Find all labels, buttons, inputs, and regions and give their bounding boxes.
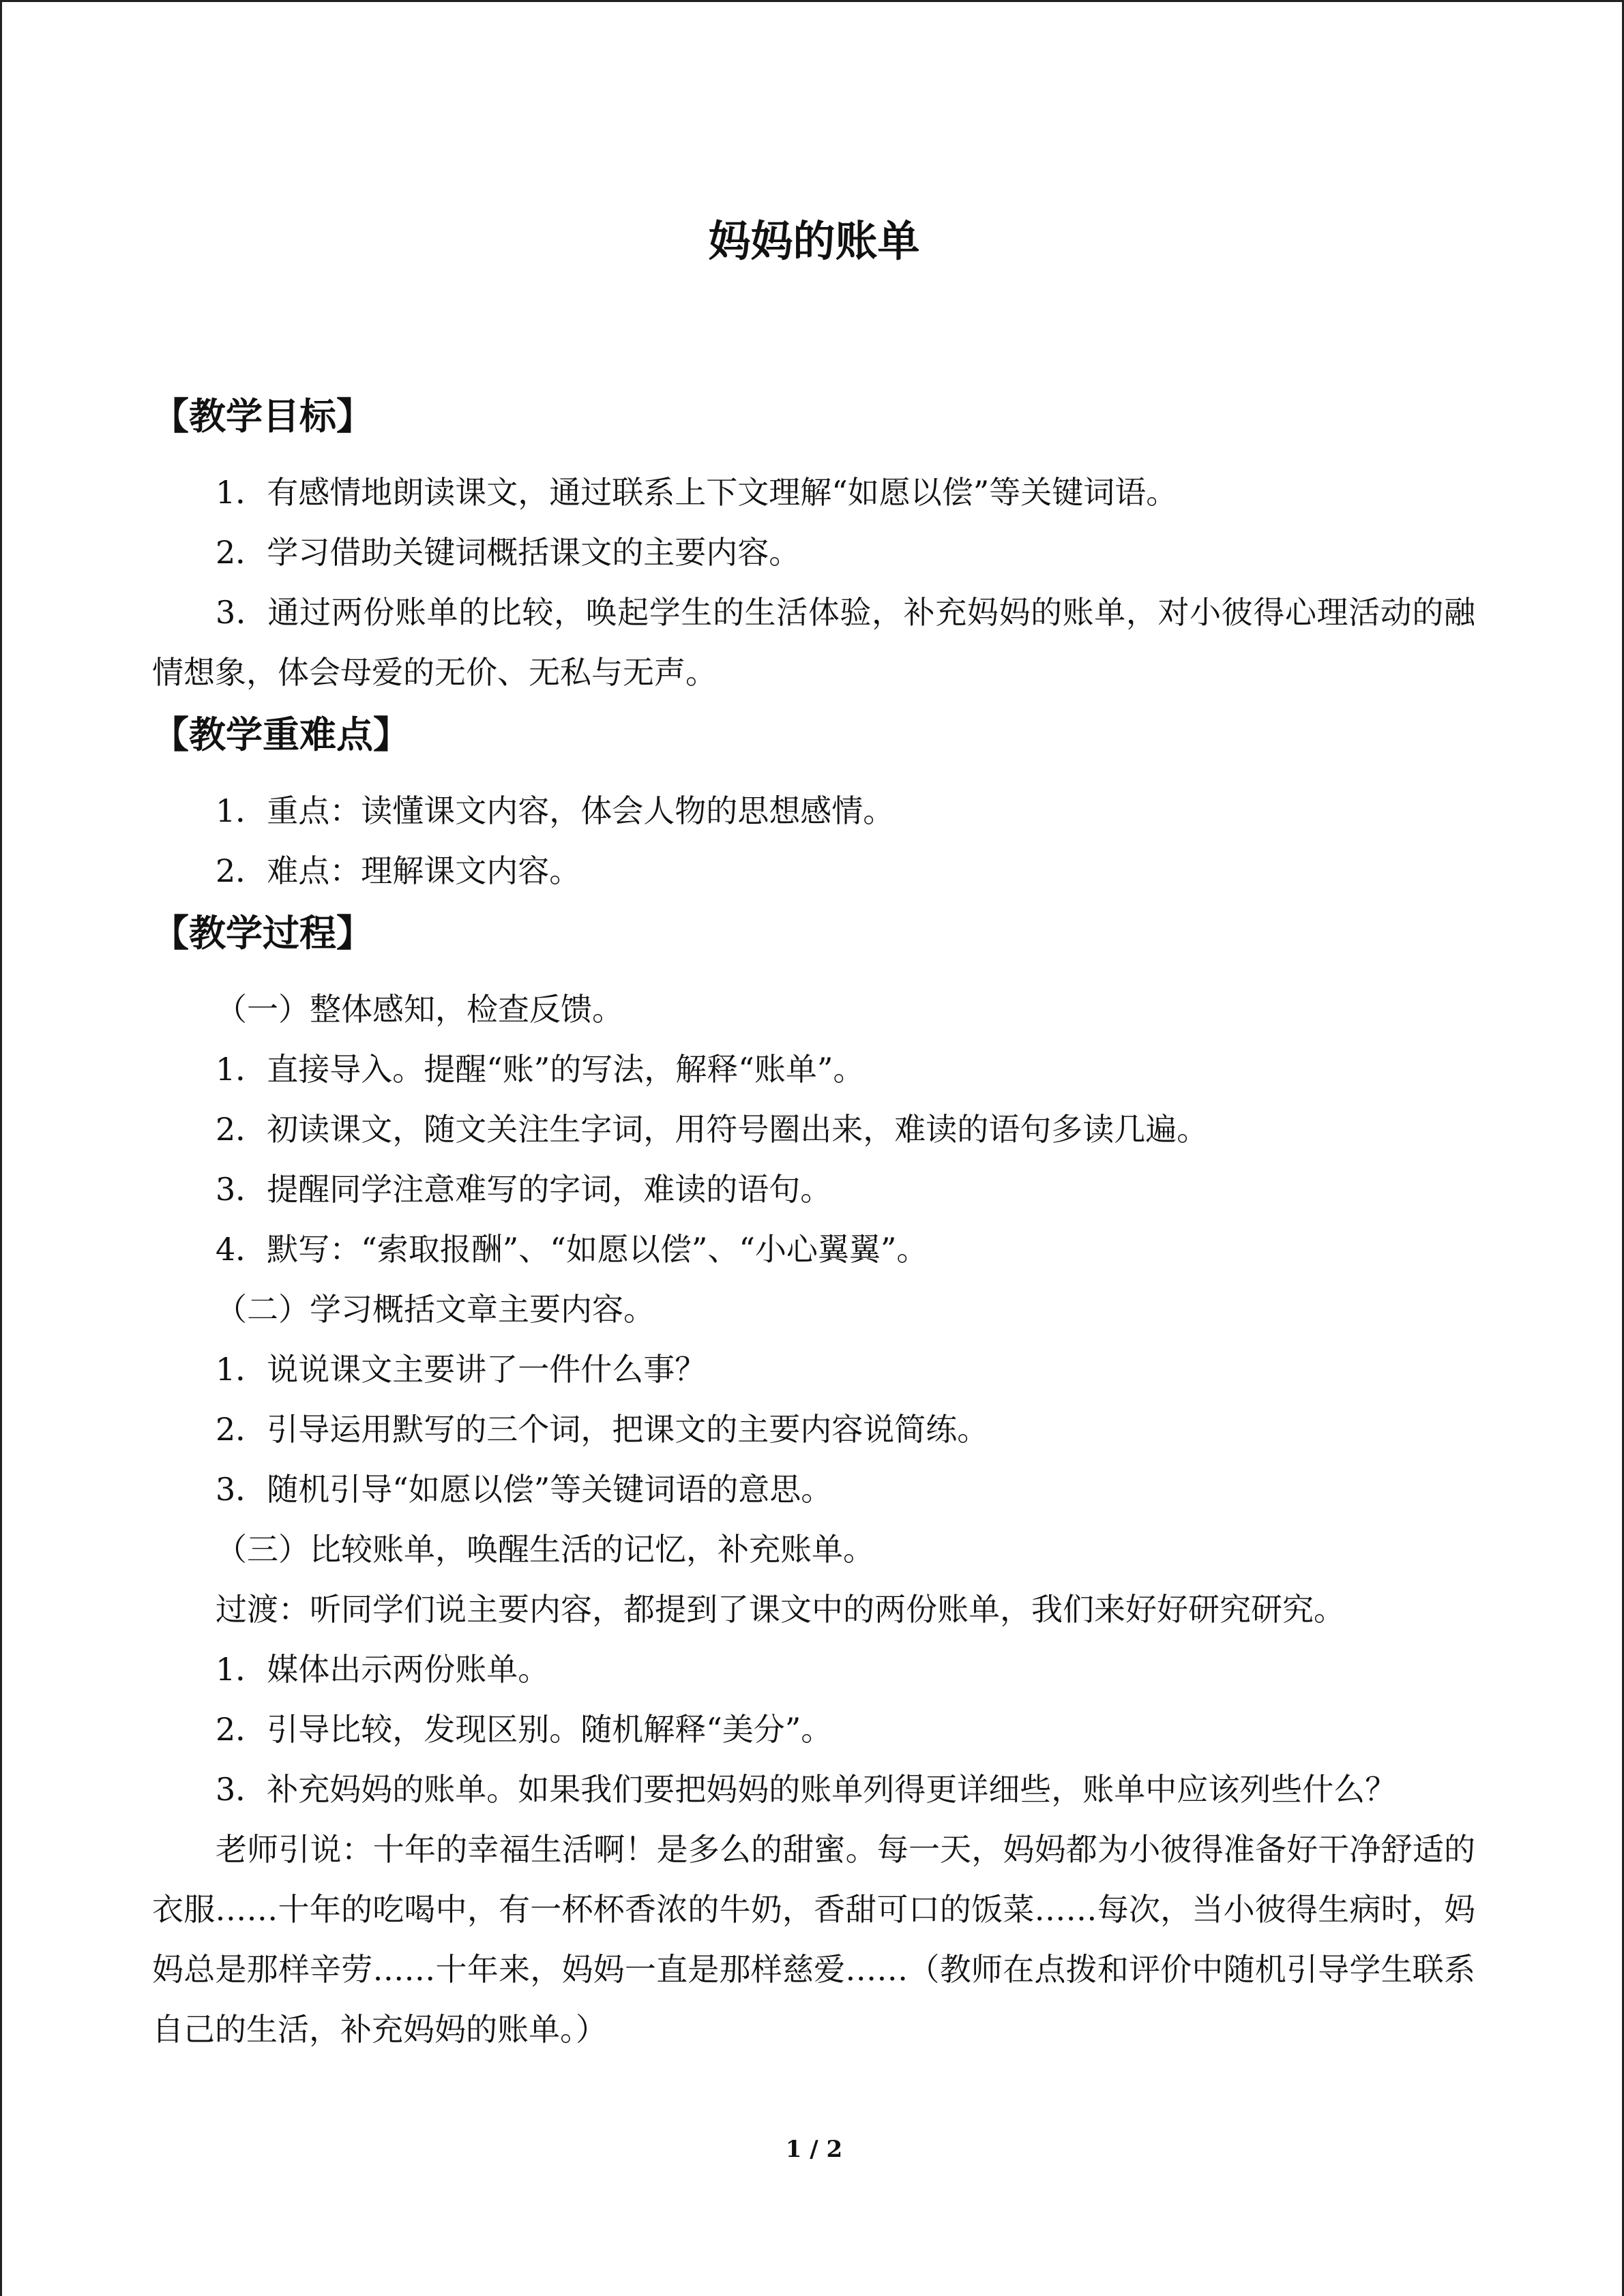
page-number: 1 / 2 (785, 2136, 843, 2163)
key-point-item-2: 2．难点：理解课文内容。 (216, 852, 581, 889)
process-step-title-3: （三）比较账单，唤醒生活的记忆，补充账单。 (216, 1531, 874, 1568)
section-heading-key-points: 【教学重难点】 (152, 713, 410, 756)
process-item: 4．默写：“索取报酬”、“如愿以偿”、“小心翼翼”。 (216, 1231, 928, 1268)
objective-item-2: 2．学习借助关键词概括课文的主要内容。 (216, 534, 801, 571)
process-item: 2．初读课文，随文关注生字词，用符号圈出来，难读的语句多读几遍。 (216, 1111, 1209, 1148)
process-item: 1．直接导入。提醒“账”的写法，解释“账单”。 (216, 1051, 865, 1088)
key-point-item-1: 1．重点：读懂课文内容，体会人物的思想感情。 (216, 792, 895, 829)
teacher-script: 老师引说：十年的幸福生活啊！是多么的甜蜜。每一天，妈妈都为小彼得准备好干净舒适的衣服……十年的吃喝中，有一杯杯香浓的牛奶，香甜可口的饭菜……每次，当小彼得生病时，妈妈总是那样辛劳……十年来，妈妈一直是那样慈爱……（教师在点拨和评价中随机引导学生联系自己的生活，补充妈妈的账单。） (152, 1831, 1475, 2048)
process-item: 3．随机引导“如愿以偿”等关键词语的意思。 (216, 1471, 833, 1508)
process-transition: 过渡：听同学们说主要内容，都提到了课文中的两份账单，我们来好好研究研究。 (216, 1591, 1345, 1628)
section-heading-process: 【教学过程】 (152, 912, 373, 955)
process-item: 2．引导比较，发现区别。随机解释“美分”。 (216, 1711, 833, 1748)
document-body (152, 384, 1475, 2059)
process-item: 1．媒体出示两份账单。 (216, 1651, 550, 1688)
process-step-title-2: （二）学习概括文章主要内容。 (216, 1291, 655, 1328)
process-item: 2．引导运用默写的三个词，把课文的主要内容说简练。 (216, 1411, 989, 1448)
process-step-title-1: （一）整体感知，检查反馈。 (216, 991, 623, 1028)
process-item: 3．提醒同学注意难写的字词，难读的语句。 (216, 1171, 832, 1208)
process-item: 3．补充妈妈的账单。如果我们要把妈妈的账单列得更详细些，账单中应该列些什么？ (216, 1771, 1397, 1808)
section-heading-objectives: 【教学目标】 (152, 395, 373, 438)
objective-item-3: 3．通过两份账单的比较，唤起学生的生活体验，补充妈妈的账单，对小彼得心理活动的融情想象，体会母爱的无价、无私与无声。 (152, 594, 1475, 691)
objective-item-1: 1．有感情地朗读课文，通过联系上下文理解“如愿以偿”等关键词语。 (216, 474, 1178, 511)
page-title: 妈妈的账单 (708, 216, 920, 266)
process-item: 1．说说课文主要讲了一件什么事？ (216, 1351, 707, 1388)
